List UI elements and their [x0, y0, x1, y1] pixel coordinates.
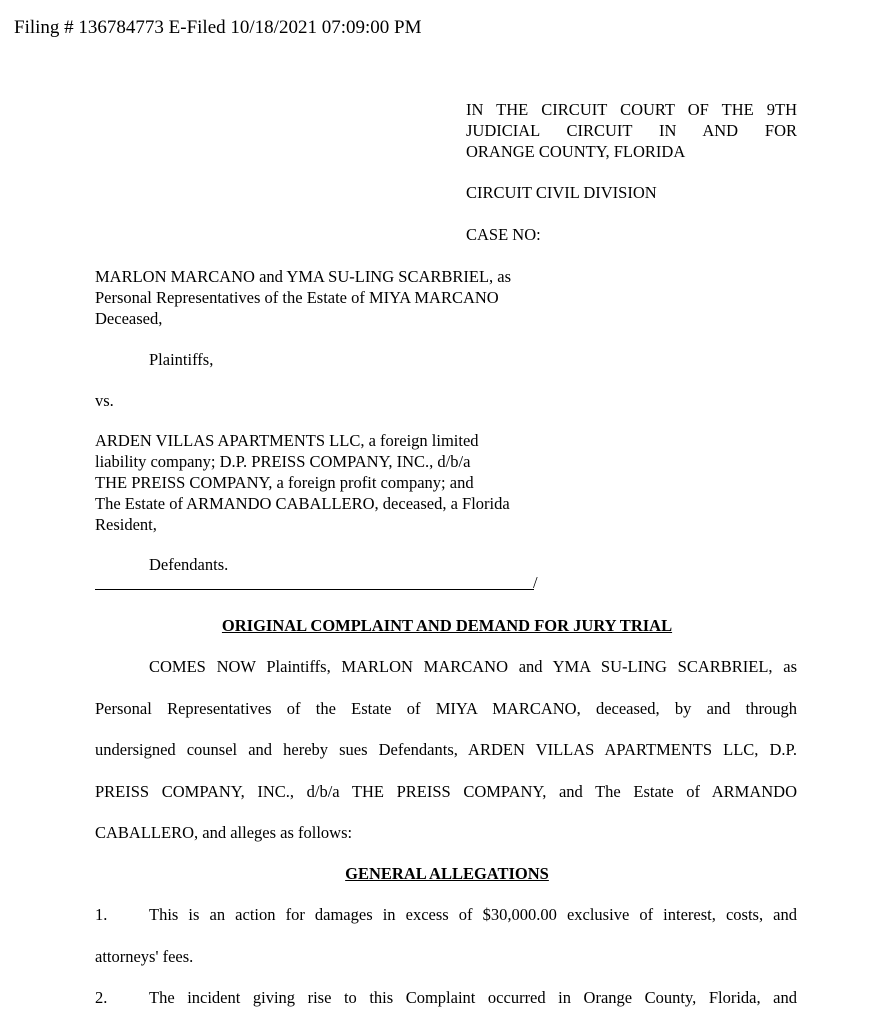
intro-paragraph	[95, 646, 797, 854]
court-block	[466, 99, 797, 162]
plaintiffs-line: Deceased,	[95, 309, 163, 328]
plaintiffs-role: Plaintiffs,	[149, 350, 214, 369]
case-number-label: CASE NO:	[466, 225, 541, 244]
defendants-role: Defendants.	[149, 555, 229, 574]
versus-label: vs.	[95, 391, 114, 410]
complaint-title: ORIGINAL COMPLAINT AND DEMAND FOR JURY TRIAL	[221, 616, 673, 635]
plaintiffs-line: Personal Representatives of the Estate of MIYA MARCANO	[95, 288, 499, 307]
allegation-line	[95, 894, 797, 936]
caption-slash: /	[533, 573, 538, 592]
defendants-line: Resident,	[95, 515, 157, 534]
filing-header: Filing # 136784773 E-Filed 10/18/2021 07:09:00 PM	[14, 17, 422, 38]
defendants-line: liability company; D.P. PREISS COMPANY, INC., d/b/a	[95, 452, 471, 471]
allegation-paragraph	[95, 977, 797, 1019]
paragraph-number: 2.	[95, 988, 108, 1007]
paragraph-number: 1.	[95, 905, 108, 924]
court-line: JUDICIAL CIRCUIT IN AND FOR	[466, 121, 797, 140]
plaintiffs-line: MARLON MARCANO and YMA SU-LING SCARBRIEL, as	[95, 267, 512, 286]
intro-line: undersigned counsel and hereby sues Defendants, ARDEN VILLAS APARTMENTS LLC, D.P.	[95, 740, 797, 759]
court-line: ORANGE COUNTY, FLORIDA	[466, 142, 686, 161]
division-label: CIRCUIT CIVIL DIVISION	[466, 183, 657, 202]
intro-line: CABALLERO, and alleges as follows:	[95, 823, 353, 842]
court-line: IN THE CIRCUIT COURT OF THE 9TH	[466, 100, 797, 119]
caption-divider	[95, 589, 534, 590]
defendants-line: The Estate of ARMANDO CABALLERO, deceased, a Florida	[95, 494, 510, 513]
intro-line: COMES NOW Plaintiffs, MARLON MARCANO and YMA SU-LING SCARBRIEL, as	[149, 657, 797, 676]
defendants-block	[95, 430, 510, 535]
intro-line: Personal Representatives of the Estate of MIYA MARCANO, deceased, by and through	[95, 698, 797, 718]
paragraph-text: The incident giving rise to this Complaint occurred in Orange County, Florida, and	[149, 988, 797, 1007]
paragraph-text: This is an action for damages in excess of $30,000.00 exclusive of interest, costs, and	[149, 905, 797, 924]
allegation-line: attorneys' fees.	[95, 946, 194, 966]
defendants-line: ARDEN VILLAS APARTMENTS LLC, a foreign limited	[95, 431, 479, 450]
defendants-line: THE PREISS COMPANY, a foreign profit company; and	[95, 473, 474, 492]
section-heading: GENERAL ALLEGATIONS	[345, 864, 549, 883]
allegation-paragraph	[95, 894, 797, 977]
allegation-line	[95, 977, 797, 1019]
intro-line: PREISS COMPANY, INC., d/b/a THE PREISS COMPANY, and The Estate of ARMANDO	[95, 781, 797, 801]
plaintiffs-block	[95, 266, 511, 329]
